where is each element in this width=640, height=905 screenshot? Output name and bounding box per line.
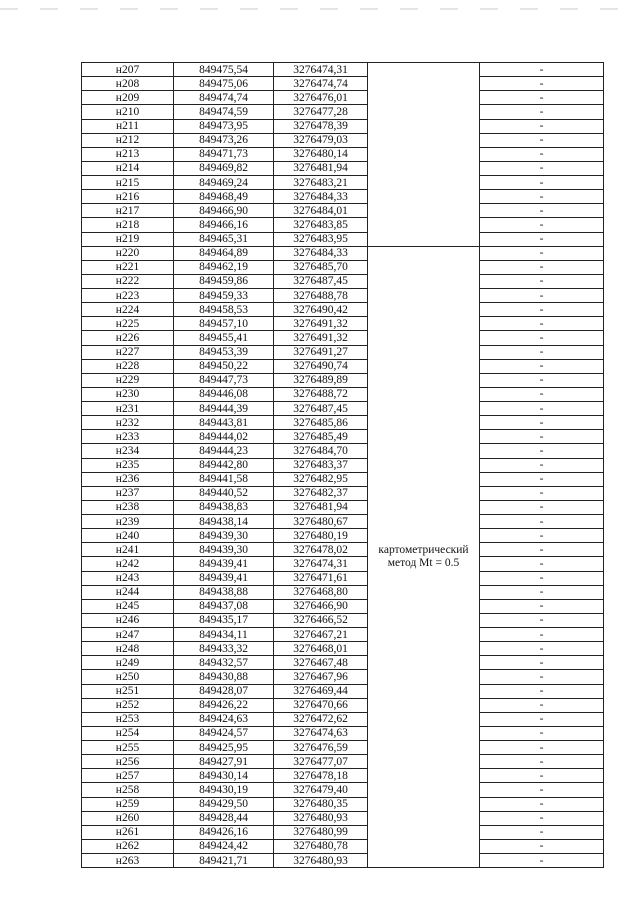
table-row [82, 783, 604, 797]
error-value-cell: - [480, 133, 604, 147]
y-coordinate-cell: 3276490,42 [274, 303, 368, 317]
point-id-cell: н260 [82, 811, 174, 825]
point-id-cell: н258 [82, 783, 174, 797]
y-coordinate-cell: 3276467,48 [274, 656, 368, 670]
point-id-cell: н209 [82, 91, 174, 105]
x-coordinate-cell: 849466,16 [174, 218, 274, 232]
point-id-cell: н259 [82, 797, 174, 811]
x-coordinate-cell: 849438,83 [174, 500, 274, 514]
y-coordinate-cell: 3276485,86 [274, 416, 368, 430]
table-row [82, 613, 604, 627]
y-coordinate-cell: 3276480,14 [274, 147, 368, 161]
y-coordinate-cell: 3276474,74 [274, 77, 368, 91]
error-value-cell: - [480, 628, 604, 642]
x-coordinate-cell: 849458,53 [174, 303, 274, 317]
x-coordinate-cell: 849435,17 [174, 613, 274, 627]
table-row [82, 161, 604, 175]
y-coordinate-cell: 3276479,03 [274, 133, 368, 147]
y-coordinate-cell: 3276485,49 [274, 430, 368, 444]
table-row [82, 218, 604, 232]
y-coordinate-cell: 3276483,95 [274, 232, 368, 246]
y-coordinate-cell: 3276487,45 [274, 402, 368, 416]
error-value-cell: - [480, 670, 604, 684]
point-id-cell: н239 [82, 515, 174, 529]
y-coordinate-cell: 3276470,66 [274, 698, 368, 712]
table-row [82, 444, 604, 458]
y-coordinate-cell: 3276476,59 [274, 741, 368, 755]
error-value-cell: - [480, 444, 604, 458]
coordinates-table-body [82, 63, 604, 868]
y-coordinate-cell: 3276466,90 [274, 599, 368, 613]
x-coordinate-cell: 849424,42 [174, 839, 274, 853]
method-cell-upper [368, 63, 480, 247]
x-coordinate-cell: 849471,73 [174, 147, 274, 161]
point-id-cell: н227 [82, 345, 174, 359]
x-coordinate-cell: 849462,19 [174, 260, 274, 274]
x-coordinate-cell: 849437,08 [174, 599, 274, 613]
y-coordinate-cell: 3276476,01 [274, 91, 368, 105]
x-coordinate-cell: 849442,80 [174, 458, 274, 472]
point-id-cell: н221 [82, 260, 174, 274]
y-coordinate-cell: 3276491,27 [274, 345, 368, 359]
x-coordinate-cell: 849433,32 [174, 642, 274, 656]
point-id-cell: н222 [82, 274, 174, 288]
x-coordinate-cell: 849426,16 [174, 825, 274, 839]
point-id-cell: н250 [82, 670, 174, 684]
table-row [82, 105, 604, 119]
y-coordinate-cell: 3276484,70 [274, 444, 368, 458]
x-coordinate-cell: 849450,22 [174, 359, 274, 373]
error-value-cell: - [480, 825, 604, 839]
error-value-cell: - [480, 359, 604, 373]
error-value-cell: - [480, 599, 604, 613]
table-row [82, 769, 604, 783]
x-coordinate-cell: 849473,95 [174, 119, 274, 133]
point-id-cell: н233 [82, 430, 174, 444]
error-value-cell: - [480, 105, 604, 119]
error-value-cell: - [480, 387, 604, 401]
y-coordinate-cell: 3276480,19 [274, 529, 368, 543]
x-coordinate-cell: 849447,73 [174, 373, 274, 387]
x-coordinate-cell: 849469,24 [174, 176, 274, 190]
error-value-cell: - [480, 147, 604, 161]
point-id-cell: н212 [82, 133, 174, 147]
x-coordinate-cell: 849425,95 [174, 741, 274, 755]
error-value-cell: - [480, 712, 604, 726]
table-row [82, 472, 604, 486]
error-value-cell: - [480, 176, 604, 190]
scan-artifact-top [0, 8, 640, 10]
table-row [82, 373, 604, 387]
table-row [82, 500, 604, 514]
method-line-1: картометрический [378, 543, 469, 556]
table-row [82, 147, 604, 161]
point-id-cell: н243 [82, 571, 174, 585]
table-row [82, 599, 604, 613]
table-row [82, 133, 604, 147]
y-coordinate-cell: 3276480,35 [274, 797, 368, 811]
point-id-cell: н237 [82, 486, 174, 500]
y-coordinate-cell: 3276484,33 [274, 190, 368, 204]
table-row [82, 515, 604, 529]
table-row [82, 543, 604, 557]
y-coordinate-cell: 3276491,32 [274, 317, 368, 331]
error-value-cell: - [480, 839, 604, 853]
x-coordinate-cell: 849439,30 [174, 543, 274, 557]
point-id-cell: н207 [82, 63, 174, 77]
y-coordinate-cell: 3276471,61 [274, 571, 368, 585]
y-coordinate-cell: 3276483,37 [274, 458, 368, 472]
point-id-cell: н229 [82, 373, 174, 387]
error-value-cell: - [480, 303, 604, 317]
y-coordinate-cell: 3276474,63 [274, 726, 368, 740]
point-id-cell: н242 [82, 557, 174, 571]
point-id-cell: н246 [82, 613, 174, 627]
y-coordinate-cell: 3276481,94 [274, 161, 368, 175]
table-row [82, 317, 604, 331]
x-coordinate-cell: 849439,30 [174, 529, 274, 543]
y-coordinate-cell: 3276488,72 [274, 387, 368, 401]
x-coordinate-cell: 849439,41 [174, 557, 274, 571]
y-coordinate-cell: 3276478,39 [274, 119, 368, 133]
error-value-cell: - [480, 373, 604, 387]
error-value-cell: - [480, 232, 604, 246]
x-coordinate-cell: 849444,23 [174, 444, 274, 458]
error-value-cell: - [480, 119, 604, 133]
point-id-cell: н263 [82, 854, 174, 868]
y-coordinate-cell: 3276474,31 [274, 63, 368, 77]
error-value-cell: - [480, 755, 604, 769]
y-coordinate-cell: 3276484,33 [274, 246, 368, 260]
y-coordinate-cell: 3276482,37 [274, 486, 368, 500]
y-coordinate-cell: 3276477,07 [274, 755, 368, 769]
table-row [82, 359, 604, 373]
point-id-cell: н247 [82, 628, 174, 642]
point-id-cell: н231 [82, 402, 174, 416]
point-id-cell: н218 [82, 218, 174, 232]
y-coordinate-cell: 3276467,96 [274, 670, 368, 684]
error-value-cell: - [480, 402, 604, 416]
point-id-cell: н252 [82, 698, 174, 712]
table-row [82, 839, 604, 853]
point-id-cell: н251 [82, 684, 174, 698]
point-id-cell: н217 [82, 204, 174, 218]
error-value-cell: - [480, 656, 604, 670]
x-coordinate-cell: 849469,82 [174, 161, 274, 175]
y-coordinate-cell: 3276481,94 [274, 500, 368, 514]
point-id-cell: н223 [82, 289, 174, 303]
error-value-cell: - [480, 190, 604, 204]
point-id-cell: н225 [82, 317, 174, 331]
x-coordinate-cell: 849459,86 [174, 274, 274, 288]
x-coordinate-cell: 849459,33 [174, 289, 274, 303]
point-id-cell: н215 [82, 176, 174, 190]
x-coordinate-cell: 849457,10 [174, 317, 274, 331]
error-value-cell: - [480, 458, 604, 472]
x-coordinate-cell: 849434,11 [174, 628, 274, 642]
point-id-cell: н232 [82, 416, 174, 430]
error-value-cell: - [480, 769, 604, 783]
y-coordinate-cell: 3276468,80 [274, 585, 368, 599]
error-value-cell: - [480, 543, 604, 557]
point-id-cell: н241 [82, 543, 174, 557]
y-coordinate-cell: 3276490,74 [274, 359, 368, 373]
y-coordinate-cell: 3276483,85 [274, 218, 368, 232]
table-row [82, 430, 604, 444]
point-id-cell: н254 [82, 726, 174, 740]
error-value-cell: - [480, 529, 604, 543]
x-coordinate-cell: 849444,39 [174, 402, 274, 416]
x-coordinate-cell: 849453,39 [174, 345, 274, 359]
x-coordinate-cell: 849440,52 [174, 486, 274, 500]
point-id-cell: н210 [82, 105, 174, 119]
x-coordinate-cell: 849468,49 [174, 190, 274, 204]
point-id-cell: н208 [82, 77, 174, 91]
x-coordinate-cell: 849424,57 [174, 726, 274, 740]
error-value-cell: - [480, 797, 604, 811]
x-coordinate-cell: 849444,02 [174, 430, 274, 444]
table-row [82, 289, 604, 303]
table-row [82, 458, 604, 472]
error-value-cell: - [480, 331, 604, 345]
error-value-cell: - [480, 472, 604, 486]
table-row [82, 825, 604, 839]
y-coordinate-cell: 3276487,45 [274, 274, 368, 288]
x-coordinate-cell: 849430,88 [174, 670, 274, 684]
x-coordinate-cell: 849474,59 [174, 105, 274, 119]
x-coordinate-cell: 849438,88 [174, 585, 274, 599]
point-id-cell: н220 [82, 246, 174, 260]
y-coordinate-cell: 3276484,01 [274, 204, 368, 218]
x-coordinate-cell: 849465,31 [174, 232, 274, 246]
x-coordinate-cell: 849428,07 [174, 684, 274, 698]
y-coordinate-cell: 3276482,95 [274, 472, 368, 486]
point-id-cell: н248 [82, 642, 174, 656]
table-row [82, 190, 604, 204]
error-value-cell: - [480, 557, 604, 571]
table-row [82, 670, 604, 684]
error-value-cell: - [480, 345, 604, 359]
error-value-cell: - [480, 642, 604, 656]
table-row [82, 698, 604, 712]
x-coordinate-cell: 849464,89 [174, 246, 274, 260]
x-coordinate-cell: 849424,63 [174, 712, 274, 726]
error-value-cell: - [480, 571, 604, 585]
y-coordinate-cell: 3276472,62 [274, 712, 368, 726]
error-value-cell: - [480, 63, 604, 77]
error-value-cell: - [480, 77, 604, 91]
table-row [82, 797, 604, 811]
error-value-cell: - [480, 289, 604, 303]
point-id-cell: н230 [82, 387, 174, 401]
point-id-cell: н256 [82, 755, 174, 769]
error-value-cell: - [480, 161, 604, 175]
point-id-cell: н226 [82, 331, 174, 345]
y-coordinate-cell: 3276467,21 [274, 628, 368, 642]
y-coordinate-cell: 3276491,32 [274, 331, 368, 345]
y-coordinate-cell: 3276480,93 [274, 854, 368, 868]
y-coordinate-cell: 3276483,21 [274, 176, 368, 190]
error-value-cell: - [480, 317, 604, 331]
table-row [82, 684, 604, 698]
point-id-cell: н216 [82, 190, 174, 204]
x-coordinate-cell: 849430,14 [174, 769, 274, 783]
x-coordinate-cell: 849427,91 [174, 755, 274, 769]
table-row [82, 854, 604, 868]
table-row [82, 416, 604, 430]
point-id-cell: н238 [82, 500, 174, 514]
x-coordinate-cell: 849446,08 [174, 387, 274, 401]
table-row [82, 585, 604, 599]
x-coordinate-cell: 849421,71 [174, 854, 274, 868]
error-value-cell: - [480, 91, 604, 105]
error-value-cell: - [480, 204, 604, 218]
y-coordinate-cell: 3276478,18 [274, 769, 368, 783]
y-coordinate-cell: 3276480,93 [274, 811, 368, 825]
table-row [82, 642, 604, 656]
table-row [82, 486, 604, 500]
error-value-cell: - [480, 218, 604, 232]
y-coordinate-cell: 3276478,02 [274, 543, 368, 557]
error-value-cell: - [480, 515, 604, 529]
error-value-cell: - [480, 854, 604, 868]
point-id-cell: н228 [82, 359, 174, 373]
table-row [82, 345, 604, 359]
table-row [82, 726, 604, 740]
x-coordinate-cell: 849474,74 [174, 91, 274, 105]
error-value-cell: - [480, 246, 604, 260]
y-coordinate-cell: 3276480,99 [274, 825, 368, 839]
point-id-cell: н219 [82, 232, 174, 246]
point-id-cell: н214 [82, 161, 174, 175]
y-coordinate-cell: 3276480,78 [274, 839, 368, 853]
point-id-cell: н234 [82, 444, 174, 458]
x-coordinate-cell: 849443,81 [174, 416, 274, 430]
x-coordinate-cell: 849438,14 [174, 515, 274, 529]
point-id-cell: н253 [82, 712, 174, 726]
table-row [82, 274, 604, 288]
error-value-cell: - [480, 783, 604, 797]
point-id-cell: н245 [82, 599, 174, 613]
table-row [82, 656, 604, 670]
x-coordinate-cell: 849466,90 [174, 204, 274, 218]
y-coordinate-cell: 3276485,70 [274, 260, 368, 274]
error-value-cell: - [480, 486, 604, 500]
x-coordinate-cell: 849455,41 [174, 331, 274, 345]
x-coordinate-cell: 849441,58 [174, 472, 274, 486]
point-id-cell: н255 [82, 741, 174, 755]
table-row [82, 755, 604, 769]
table-row [82, 303, 604, 317]
error-value-cell: - [480, 741, 604, 755]
x-coordinate-cell: 849432,57 [174, 656, 274, 670]
y-coordinate-cell: 3276477,28 [274, 105, 368, 119]
table-row [82, 260, 604, 274]
y-coordinate-cell: 3276479,40 [274, 783, 368, 797]
x-coordinate-cell: 849426,22 [174, 698, 274, 712]
table-row [82, 712, 604, 726]
y-coordinate-cell: 3276488,78 [274, 289, 368, 303]
point-id-cell: н213 [82, 147, 174, 161]
error-value-cell: - [480, 585, 604, 599]
x-coordinate-cell: 849430,19 [174, 783, 274, 797]
table-row [82, 119, 604, 133]
table-row [82, 811, 604, 825]
table-row [82, 176, 604, 190]
x-coordinate-cell: 849429,50 [174, 797, 274, 811]
point-id-cell: н261 [82, 825, 174, 839]
error-value-cell: - [480, 500, 604, 514]
point-id-cell: н249 [82, 656, 174, 670]
table-row [82, 741, 604, 755]
method-cell [368, 246, 480, 868]
y-coordinate-cell: 3276469,44 [274, 684, 368, 698]
point-id-cell: н240 [82, 529, 174, 543]
table-row [82, 63, 604, 77]
point-id-cell: н244 [82, 585, 174, 599]
coordinates-table [81, 62, 604, 868]
table-row [82, 91, 604, 105]
x-coordinate-cell: 849475,06 [174, 77, 274, 91]
x-coordinate-cell: 849428,44 [174, 811, 274, 825]
table-row [82, 331, 604, 345]
table-row [82, 204, 604, 218]
point-id-cell: н211 [82, 119, 174, 133]
table-row [82, 571, 604, 585]
y-coordinate-cell: 3276489,89 [274, 373, 368, 387]
table-row [82, 77, 604, 91]
table-row [82, 557, 604, 571]
error-value-cell: - [480, 613, 604, 627]
point-id-cell: н257 [82, 769, 174, 783]
table-row [82, 529, 604, 543]
table-row [82, 628, 604, 642]
error-value-cell: - [480, 430, 604, 444]
error-value-cell: - [480, 274, 604, 288]
table-row [82, 232, 604, 246]
x-coordinate-cell: 849475,54 [174, 63, 274, 77]
point-id-cell: н235 [82, 458, 174, 472]
y-coordinate-cell: 3276474,31 [274, 557, 368, 571]
x-coordinate-cell: 849473,26 [174, 133, 274, 147]
y-coordinate-cell: 3276480,67 [274, 515, 368, 529]
x-coordinate-cell: 849439,41 [174, 571, 274, 585]
table-row [82, 246, 604, 260]
error-value-cell: - [480, 811, 604, 825]
table-row [82, 402, 604, 416]
error-value-cell: - [480, 416, 604, 430]
method-line-2: метод Mt = 0.5 [387, 556, 460, 569]
error-value-cell: - [480, 698, 604, 712]
point-id-cell: н236 [82, 472, 174, 486]
error-value-cell: - [480, 684, 604, 698]
error-value-cell: - [480, 726, 604, 740]
point-id-cell: н224 [82, 303, 174, 317]
y-coordinate-cell: 3276468,01 [274, 642, 368, 656]
point-id-cell: н262 [82, 839, 174, 853]
table-row [82, 387, 604, 401]
y-coordinate-cell: 3276466,52 [274, 613, 368, 627]
error-value-cell: - [480, 260, 604, 274]
